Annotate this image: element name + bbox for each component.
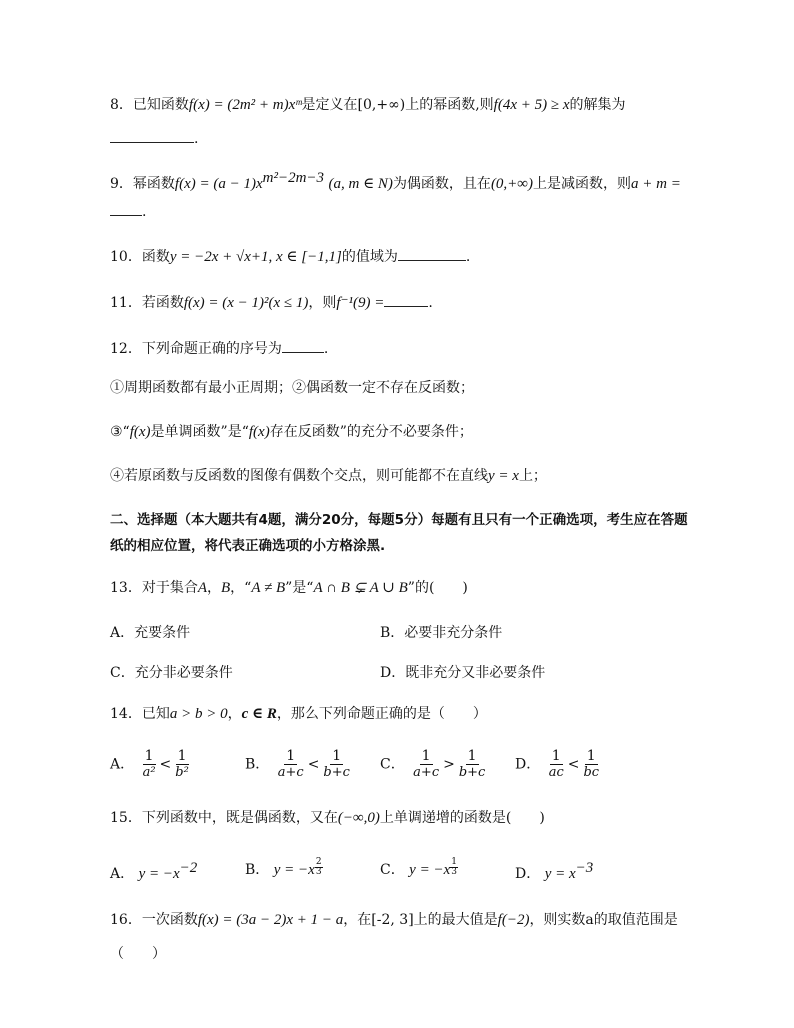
question-8 (110, 95, 626, 115)
fraction-denominator: b+c (458, 765, 486, 780)
q9-exponent: m²−2m−3 (262, 170, 325, 186)
q15-d-base: y = x (544, 866, 576, 882)
q8-inequality: f(4x + 5) ≥ x (493, 97, 570, 113)
q15-d-label: D． (515, 866, 541, 882)
fraction-denominator: ac (548, 765, 564, 780)
q15-prefix: 15．下列函数中，既是偶函数，又在 (110, 810, 338, 826)
question-13 (110, 578, 468, 598)
fraction-numerator: 1 (586, 748, 596, 764)
fraction-numerator: 1 (551, 748, 561, 764)
q10-end: . (465, 249, 471, 265)
fraction-numerator: 1 (286, 748, 296, 764)
q13-mid: ，“ (230, 580, 252, 596)
q12-prefix: 12．下列命题正确的序号为 (110, 341, 282, 357)
q14-a-label: A． (110, 756, 135, 773)
q14-c-right-fraction (457, 748, 488, 781)
q16-suffix: ，则实数a的取值范围是 (529, 912, 678, 928)
q13-condition-1: A ≠ B (251, 580, 286, 596)
q13-option-c[interactable]: C．充分非必要条件 (110, 665, 233, 681)
q9-mid: 为偶函数，且在 (392, 176, 491, 192)
q13-suffix: ”的( ) (407, 580, 468, 596)
q11-answer-blank[interactable] (384, 292, 428, 307)
q15-option-b[interactable] (245, 858, 323, 880)
fraction-denominator: bc (583, 765, 600, 780)
exponent-numerator: 1 (451, 857, 457, 867)
q15-d-exponent: −3 (575, 860, 594, 876)
q9-prefix: 9．幂函数 (110, 176, 175, 192)
q11-prefix: 11．若函数 (110, 295, 184, 311)
q12-answer-blank[interactable] (282, 338, 324, 353)
question-14 (110, 704, 487, 724)
q12-end: . (323, 341, 329, 357)
q14-c-operator: > (443, 756, 455, 773)
q10-answer-blank[interactable] (398, 246, 466, 261)
q12-s3-end: 存在反函数”的充分不必要条件； (269, 424, 473, 440)
question-11 (110, 292, 433, 313)
q15-b-label: B． (245, 862, 270, 878)
q11-formula: f(x) = (x − 1)²(x ≤ 1) (183, 295, 309, 311)
q15-a-label: A． (110, 866, 135, 882)
q13-sep: ， (207, 580, 221, 596)
q14-suffix: ，那么下列命题正确的是（ ） (276, 706, 487, 722)
q14-a-left-fraction (141, 748, 158, 781)
q12-s3-mid: 是单调函数”是“ (150, 424, 249, 440)
q11-mid: ，则 (308, 295, 337, 311)
question-16 (110, 910, 678, 930)
q14-c-real: c ∈ R (241, 706, 277, 722)
fraction-numerator: 1 (332, 748, 342, 764)
q10-prefix: 10．函数 (110, 249, 170, 265)
q15-b-exponent (315, 858, 323, 877)
fraction-numerator: 1 (177, 748, 187, 764)
q15-interval: (−∞,0) (337, 810, 380, 826)
q15-a-base: y = −x (138, 866, 180, 882)
q12-statement-3 (110, 422, 473, 442)
fraction-denominator: b+c (323, 765, 350, 780)
q14-d-right-fraction (581, 748, 601, 781)
exponent-numerator: 2 (315, 857, 322, 867)
question-9 (110, 168, 681, 194)
q9-expression: a + m = (631, 176, 681, 192)
q15-c-label: C． (380, 862, 405, 878)
q14-d-label: D． (515, 756, 541, 773)
q8-formula: f(x) = (2m² + m)xᵐ (188, 97, 302, 113)
q14-b-operator: < (307, 756, 320, 773)
q14-c-label: C． (380, 756, 405, 773)
q9-end: . (142, 204, 147, 220)
q12-s4-formula: y = x (488, 468, 519, 484)
q9-interval: (0,+∞) (490, 176, 533, 192)
q14-c-left-fraction (411, 748, 441, 781)
q16-mid: ，在[-2, 3]上的最大值是 (343, 912, 498, 928)
q14-option-a[interactable] (110, 748, 193, 781)
fraction-denominator: a+c (413, 765, 440, 780)
q15-c-base: y = −x (409, 862, 451, 878)
q8-end: . (194, 131, 199, 147)
q8-answer-blank[interactable] (110, 128, 198, 149)
q15-suffix: 上单调递增的函数是( ) (379, 810, 545, 826)
q14-option-b[interactable] (245, 748, 354, 781)
q15-c-exponent (450, 858, 458, 877)
q14-b-left-fraction (276, 748, 306, 781)
q10-formula: y = −2x + √x+1, x ∈ [−1,1] (169, 249, 342, 265)
q9-answer-blank[interactable] (110, 201, 146, 222)
question-15 (110, 808, 545, 828)
q15-b-base: y = −x (273, 862, 315, 878)
question-10 (110, 246, 470, 267)
q9-mid2: 上是减函数，则 (533, 176, 631, 192)
q9-formula: f(x) = (a − 1)x (174, 176, 263, 192)
q8-prefix: 8．已知函数 (110, 97, 189, 113)
q13-option-a[interactable]: A．充要条件 (110, 625, 191, 641)
q14-mid: ， (227, 706, 242, 722)
fraction-denominator: a² (142, 765, 156, 780)
q14-condition: a > b > 0 (169, 706, 228, 722)
question-12 (110, 338, 328, 359)
q14-prefix: 14．已知 (110, 706, 170, 722)
q13-option-b[interactable]: B．必要非充分条件 (380, 625, 503, 641)
fraction-denominator: b² (175, 765, 189, 780)
q13-condition-2: A ∩ B ⊊ A ∪ B (313, 580, 408, 596)
q16-prefix: 16．一次函数 (110, 912, 198, 928)
q15-a-exponent: −2 (179, 860, 198, 876)
q14-b-right-fraction (321, 748, 352, 781)
exponent-denominator: 3 (315, 867, 322, 877)
q14-d-left-fraction (547, 748, 566, 781)
fraction-numerator: 1 (421, 748, 431, 764)
q13-set-a: A (197, 580, 207, 596)
q13-prefix: 13．对于集合 (110, 580, 198, 596)
q12-s3-open: ③“ (110, 424, 130, 440)
section-2-heading-line-2: 纸的相应位置，将代表正确选项的小方格涂黑. (110, 538, 386, 554)
q14-option-d[interactable] (515, 748, 603, 781)
q10-suffix: 的值域为 (341, 249, 398, 265)
q9-condition: (a, m ∈ N) (328, 176, 393, 192)
q14-a-right-fraction (173, 748, 191, 781)
q12-s4-end: 上； (518, 468, 547, 484)
q14-option-c[interactable] (380, 748, 489, 781)
q13-set-b: B (221, 580, 231, 596)
q16-f-minus2: f(−2) (497, 912, 530, 928)
q14-d-operator: < (567, 756, 580, 773)
q12-s3-f2: f(x) (248, 424, 270, 440)
q15-option-a[interactable] (110, 858, 197, 884)
q13-mid2: ”是“ (285, 580, 314, 596)
q15-option-d[interactable] (515, 858, 593, 884)
q12-s3-f1: f(x) (129, 424, 151, 440)
section-2-heading-line-1: 二、选择题（本大题共有4题，满分20分，每题5分）每题有且只有一个正确选项，考生应在答题 (110, 512, 688, 528)
fraction-denominator: a+c (277, 765, 304, 780)
exponent-denominator: 3 (451, 867, 457, 877)
fraction-numerator: 1 (144, 748, 154, 764)
q12-statements-1-2: ①周期函数都有最小正周期；②偶函数一定不存在反函数； (110, 380, 474, 396)
q14-a-operator: < (159, 756, 172, 773)
q13-option-d[interactable]: D．既非充分又非必要条件 (380, 665, 546, 681)
q12-s4-text: ④若原函数与反函数的图像有偶数个交点，则可能都不在直线 (110, 468, 488, 484)
q16-formula: f(x) = (3a − 2)x + 1 − a (197, 912, 344, 928)
q11-end: . (428, 295, 433, 311)
q14-b-label: B． (245, 756, 270, 773)
q16-answer-parens[interactable]: （ ） (110, 946, 166, 962)
q12-statement-4 (110, 466, 547, 486)
fraction-numerator: 1 (467, 748, 477, 764)
q8-suffix: 的解集为 (569, 97, 626, 113)
q11-expression: f⁻¹(9) = (336, 295, 385, 311)
q8-domain: 是定义在[0,+∞)上的幂函数,则 (301, 97, 494, 113)
q15-option-c[interactable] (380, 858, 458, 880)
